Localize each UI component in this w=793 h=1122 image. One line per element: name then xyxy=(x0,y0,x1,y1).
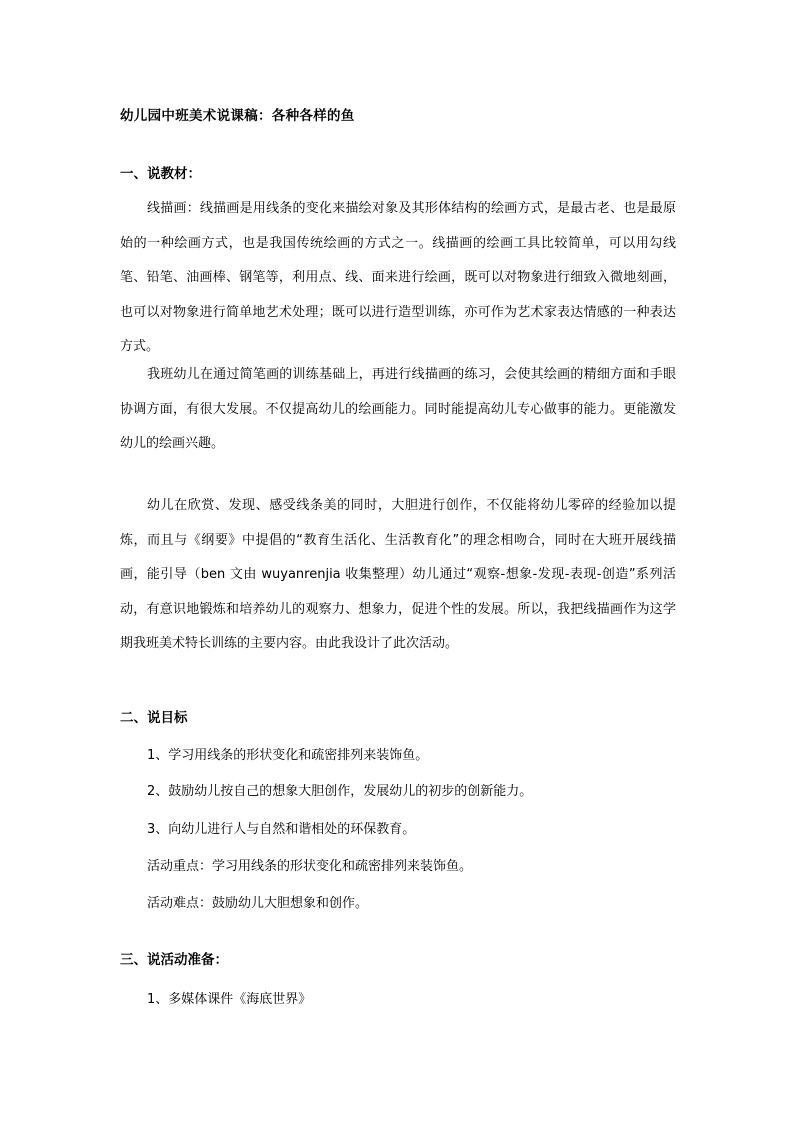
activity-difficulty: 活动难点：鼓励幼儿大胆想象和创作。 xyxy=(147,896,369,911)
activity-key-point: 活动重点：学习用线条的形状变化和疏密排列来装饰鱼。 xyxy=(147,859,473,874)
section-heading-preparation: 三、说活动准备： xyxy=(120,952,228,968)
objective-item-1: 1、学习用线条的形状变化和疏密排列来装饰鱼。 xyxy=(147,748,429,763)
section-heading-objectives: 二、说目标 xyxy=(120,710,188,726)
paragraph-class-practice: 我班幼儿在通过简笔画的训练基础上，再进行线描画的练习，会使其绘画的精细方面和手眼协调方面，有很大发展。不仅提高幼儿的绘画能力。同时能提高幼儿专心做事的能力。更能激发幼儿的绘画兴趣。 xyxy=(120,367,676,451)
preparation-item-1: 1、多媒体课件《海底世界》 xyxy=(147,992,312,1007)
objective-item-3: 3、向幼儿进行人与自然和谐相处的环保教育。 xyxy=(147,822,416,837)
paragraph-line-drawing-intro: 线描画：线描画是用线条的变化来描绘对象及其形体结构的绘画方式，是最古老、也是最原始的一种绘画方式，也是我国传统绘画的方式之一。线描画的绘画工具比较简单，可以用勾线笔、铅笔、油画棒、钢笔等，利用点、线、面来进行绘画，既可以对物象进行细致入微地刻画，也可以对物象进行简单地艺术处理；既可以进行造型训练，亦可作为艺术家表达情感的一种表达方式。 xyxy=(120,201,676,354)
document-title: 幼儿园中班美术说课稿：各种各样的鱼 xyxy=(120,108,355,124)
paragraph-creation-purpose: 幼儿在欣赏、发现、感受线条美的同时，大胆进行创作，不仅能将幼儿零碎的经验加以提炼，而且与《纲要》中提倡的“教育生活化、生活教育化”的理念相吻合，同时在大班开展线描画，能引导（ben 文由 wuyanrenjia 收集整理）幼儿通过“观察-想象-发现-表现-创造”系列活动，有意识地锻炼和培养幼儿的观察力、想象力，促进个性的发展。所以，我把线描画作为这学期我班美术特长训练的主要内容。由此我设计了此次活动。 xyxy=(120,498,676,651)
section-heading-textbook: 一、说教材： xyxy=(120,166,201,182)
objective-item-2: 2、鼓励幼儿按自己的想象大胆创作，发展幼儿的初步的创新能力。 xyxy=(147,784,533,799)
